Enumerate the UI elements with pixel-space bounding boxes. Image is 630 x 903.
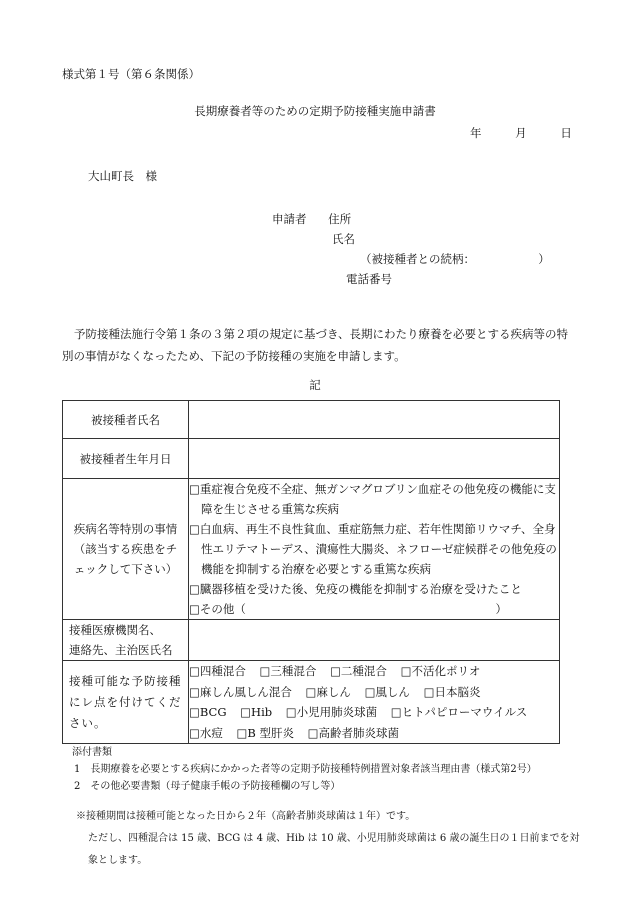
footnote-line3: 象とします。 <box>88 855 148 866</box>
attachments-heading: 添付書類 <box>72 747 112 758</box>
patient-dob-label: 被接種者生年月日 <box>63 439 189 479</box>
date-month: 月 <box>515 126 527 140</box>
form-number: 様式第１号（第６条関係） <box>62 67 200 81</box>
vaccine-option[interactable]: □BCG <box>189 705 227 719</box>
disease-list <box>189 479 560 620</box>
document-title: 長期療養者等のための定期予防接種実施申請書 <box>194 104 436 118</box>
disease-other-option[interactable] <box>189 599 559 619</box>
address-label: 住所 <box>328 212 352 226</box>
vaccine-option[interactable]: □高齢者肺炎球菌 <box>307 725 400 740</box>
vaccine-option[interactable]: □水痘 <box>189 725 223 740</box>
applicant-label: 申請者 <box>272 212 307 226</box>
table-row <box>63 401 560 439</box>
attachments <box>62 744 537 795</box>
clinic-label <box>63 620 189 661</box>
vaccine-option[interactable]: □不活化ポリオ <box>400 664 481 678</box>
clinic-field[interactable] <box>189 620 560 661</box>
vaccine-option[interactable]: □Hib <box>240 705 273 719</box>
footnote <box>76 806 579 872</box>
date-day: 日 <box>560 126 572 140</box>
disease-option[interactable]: □臓器移植を受けた後、免疫の機能を抑制する治療を受けたこと <box>189 582 522 596</box>
vaccine-row <box>189 661 559 682</box>
attachment-item: 1 長期療養を必要とする疾病にかかった者等の定期予防接種特例措置対象者該当理由書（様式第2号） <box>74 764 537 775</box>
vaccine-option[interactable]: □ヒトパピローマウイルス <box>390 705 528 719</box>
ki-mark: 記 <box>309 378 321 392</box>
vaccine-option[interactable]: □風しん <box>364 684 410 699</box>
vaccine-option[interactable]: □麻しん <box>305 684 351 699</box>
footnote-line2: ただし、四種混合は 15 歳、BCG は 4 歳、Hib は 10 歳、小児用肺炎球菌は 6 歳の誕生日の１日前までを対 <box>88 833 580 844</box>
relation-label: （被接種者との続柄： ） <box>360 252 550 266</box>
footnote-line1: ※接種期間は接種可能となった日から２年（高齢者肺炎球菌は１年）です。 <box>76 811 416 822</box>
disease-label <box>63 479 189 620</box>
vaccine-row <box>189 702 559 723</box>
phone-label: 電話番号 <box>346 272 392 286</box>
applicant-block <box>272 209 550 289</box>
patient-dob-field[interactable] <box>189 439 560 479</box>
clinic-label-line2: 連絡先、主治医氏名 <box>69 643 173 657</box>
date-year: 年 <box>470 126 482 140</box>
vaccine-row <box>189 723 559 744</box>
clinic-label-line1: 接種医療機関名、 <box>69 623 161 637</box>
name-label: 氏名 <box>332 232 355 246</box>
disease-label-line1: 疾病名等特別の事情 <box>73 522 178 536</box>
disease-label-line2: （該当する疾患をチ <box>73 542 178 556</box>
body-text: 予防接種法施行令第１条の３第２項の規定に基づき、長期にわたり療養を必要とする疾病等の特別の事情がなくなったため、下記の予防接種の実施を申請します。 <box>62 327 569 363</box>
vaccine-label: 接種可能な予防接種にレ点を付けてください。 <box>63 661 189 744</box>
vaccine-option[interactable]: □二種混合 <box>330 664 387 678</box>
disease-option[interactable]: □白血病、再生不良性貧血、重症筋無力症、若年性関節リウマチ、全身性エリテマトーデス、潰瘍性大腸炎、ネフローゼ症候群その他免疫の機能を抑制する治療を必要とする重篤な疾病 <box>189 522 557 576</box>
other-close: ） <box>495 602 507 616</box>
table-row <box>63 620 560 661</box>
vaccine-option[interactable]: □B 型肝炎 <box>236 725 295 740</box>
vaccine-option[interactable]: □麻しん風しん混合 <box>189 684 292 699</box>
vaccine-option[interactable]: □日本脳炎 <box>423 684 481 699</box>
addressee: 大山町長 様 <box>88 169 157 183</box>
vaccine-option[interactable]: □小児用肺炎球菌 <box>285 705 378 719</box>
table-row <box>63 439 560 479</box>
other-label: □その他（ <box>189 602 246 616</box>
vaccine-option[interactable]: □三種混合 <box>259 664 317 678</box>
application-table <box>62 400 560 744</box>
vaccine-option[interactable]: □四種混合 <box>189 664 246 678</box>
attachment-item: 2 その他必要書類（母子健康手帳の予防接種欄の写し等） <box>74 781 341 792</box>
vaccine-row <box>189 682 559 703</box>
disease-option[interactable]: □重症複合免疫不全症、無ガンマグロブリン血症その他免疫の機能に支障を生じさせる重篤な疾病 <box>189 482 556 516</box>
table-row <box>63 479 560 620</box>
disease-label-line3: ェックして下さい） <box>73 562 178 576</box>
patient-name-field[interactable] <box>189 401 560 439</box>
table-row <box>63 661 560 744</box>
patient-name-label: 被接種者氏名 <box>63 401 189 439</box>
date-line <box>470 125 572 141</box>
vaccine-options <box>189 661 560 744</box>
